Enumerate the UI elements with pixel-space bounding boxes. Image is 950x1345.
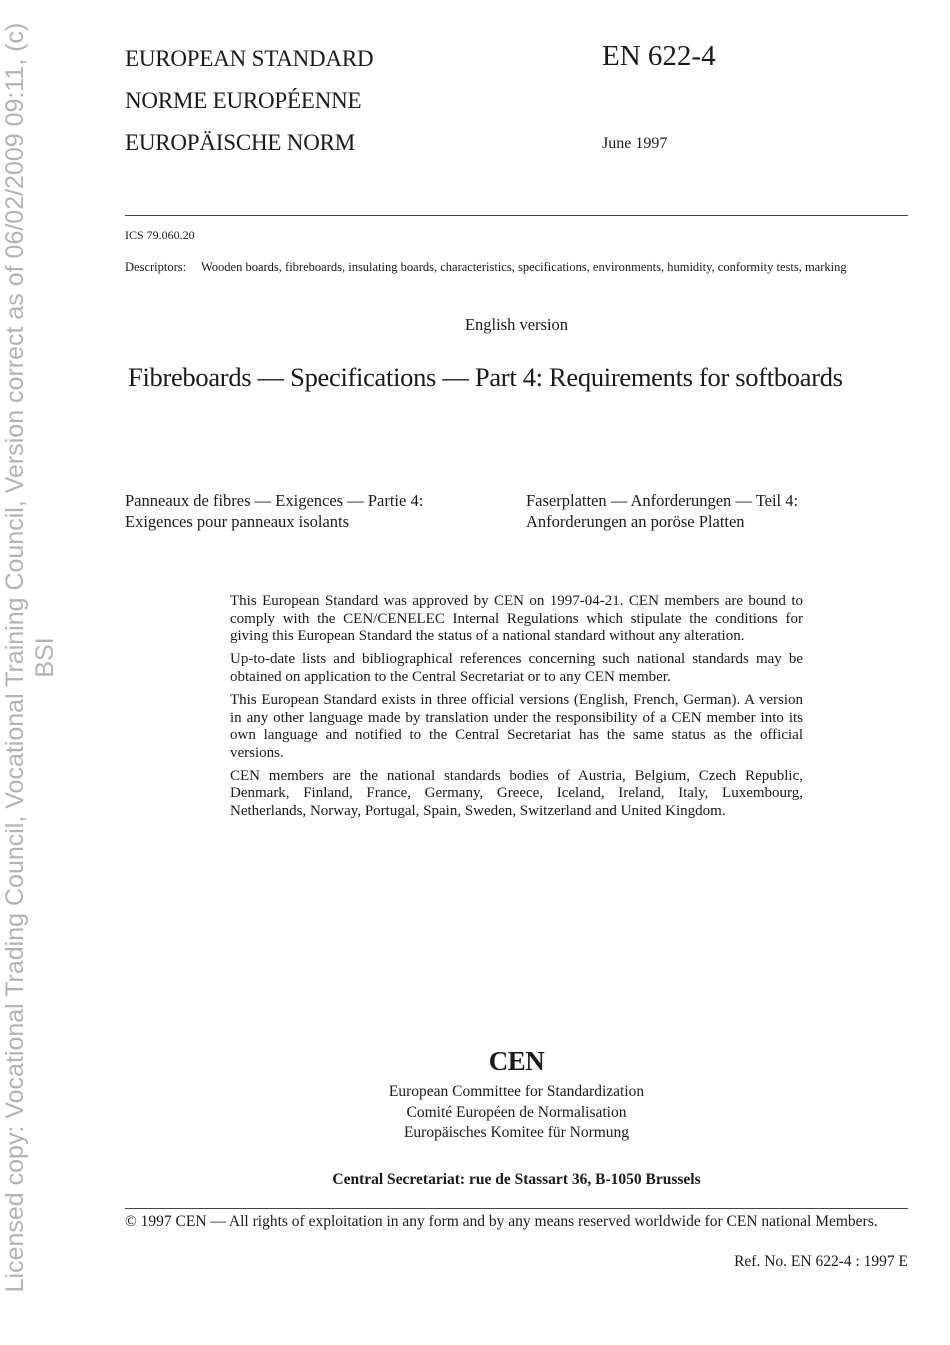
german-title <box>526 490 906 532</box>
members-paragraph: CEN members are the national standards bodies of Austria, Belgium, Czech Republic, Denmark, Finland, France, Germany, Greece, Iceland, Ireland, Italy, Luxembourg, Netherlands, Norway, Portugal, Spain, Sweden, Switzerland and United Kingdom. <box>230 767 803 820</box>
cen-name-german: Europäisches Komitee für Normung <box>403 1124 630 1141</box>
title-french: NORME EUROPÉENNE <box>125 88 362 113</box>
title-german: EUROPÄISCHE NORM <box>125 130 356 155</box>
title-english: EUROPEAN STANDARD <box>125 46 374 71</box>
descriptors-label: Descriptors: <box>125 260 187 274</box>
cen-names <box>0 1082 950 1144</box>
references-paragraph: Up-to-date lists and bibliographical references concerning such national standards may be obtained on application to the Central Secretariat or to any CEN member. <box>230 651 803 685</box>
reference-number: Ref. No. EN 622-4 : 1997 E <box>734 1253 908 1270</box>
german-title-line-1: Faserplatten — Anforderungen — Teil 4: <box>526 491 799 510</box>
french-title <box>125 490 505 532</box>
cen-name-french: Comité Européen de Normalisation <box>406 1103 627 1121</box>
standard-number: EN 622-4 <box>602 40 716 72</box>
german-title-line-2: Anforderungen an poröse Platten <box>526 512 745 531</box>
document-title: Fibreboards — Specifications — Part 4: Requirements for softboards <box>128 362 843 392</box>
top-divider <box>125 215 908 216</box>
versions-paragraph: This European Standard exists in three official versions (English, French, German). A version in any other language made by translation under the responsibility of a CEN member into its own language and notified to the Central Secretariat has the same status as the official versions. <box>230 691 803 761</box>
french-title-line-2: Exigences pour panneaux isolants <box>125 512 350 531</box>
version-label: English version <box>464 315 569 334</box>
ics-code: ICS 79.060.20 <box>125 228 195 242</box>
descriptors <box>125 260 908 275</box>
publication-date: June 1997 <box>602 135 668 152</box>
cen-name-english: European Committee for Standardization <box>388 1083 645 1100</box>
watermark-line-2: BSI <box>31 637 59 678</box>
approval-paragraph: This European Standard was approved by CEN on 1997-04-21. CEN members are bound to comply with the CEN/CENELEC Internal Regulations which stipulate the conditions for giving this European Standard the status of a national standard without any alteration. <box>230 593 803 645</box>
bottom-divider <box>125 1208 908 1209</box>
watermark-line-1: Licensed copy: Vocational Trading Council, Vocational Training Council, Version correct as of 06/02/2009 09:11, (c) <box>1 22 29 1293</box>
french-title-line-1: Panneaux de fibres — Exigences — Partie 4: <box>125 491 424 510</box>
descriptors-text: Wooden boards, fibreboards, insulating boards, characteristics, specifications, environments, humidity, conformity tests, marking <box>201 260 847 274</box>
approval-notice <box>230 593 803 826</box>
copyright-notice: © 1997 CEN — All rights of exploitation in any form and by any means reserved worldwide for CEN national Members. <box>125 1213 878 1230</box>
central-secretariat: Central Secretariat: rue de Stassart 36, B-1050 Brussels <box>332 1171 701 1188</box>
cen-logo-text: CEN <box>488 1046 545 1076</box>
